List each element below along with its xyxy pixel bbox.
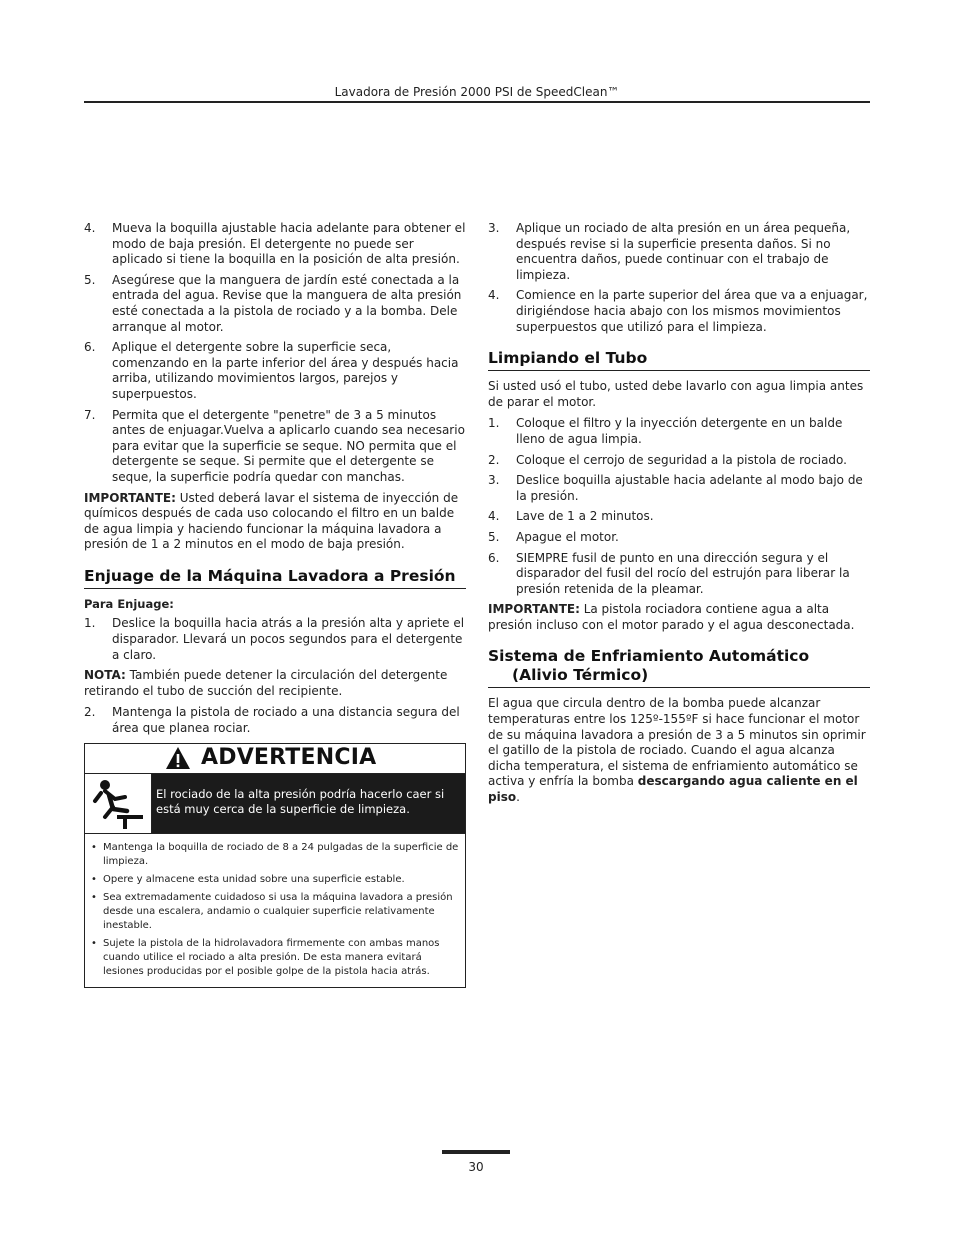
page-number: 30 (468, 1160, 484, 1174)
important-note (84, 491, 466, 553)
important-note (488, 602, 870, 633)
bullet-text: Sujete la pistola de la hidrolavadora firmemente con ambas manos cuando utilice el rociado a alta presión. De esta manera evitará lesiones producidas por el posible golpe de la pistola hacia atrás. (103, 937, 440, 977)
header-rule (84, 101, 870, 103)
important-text: La pistola rociadora contiene agua a alta presión incluso con el motor parado y el agua desconectada. (488, 602, 855, 632)
list-item-number: 4. (488, 288, 500, 303)
list-item-number: 4. (84, 221, 96, 235)
list-item: • Sujete la pistola de la hidrolavadora firmemente con ambas manos cuando utilice el rociado a alta presión. De esta manera evitará lesiones producidas por el posible golpe de la pistola hacia atrás. (91, 937, 461, 979)
list-item (488, 509, 870, 525)
list-item: • Mantenga la boquilla de rociado de 8 a 24 pulgadas de la superficie de limpieza. (91, 841, 461, 869)
list-item (488, 551, 870, 598)
list-item-text: Comience en la parte superior del área que va a enjuagar, dirigiéndose hacia abajo con los mismos movimientos superpuestos que utilizó para el limpieza. (516, 288, 868, 334)
cooling-text: El agua que circula dentro de la bomba puede alcanzar temperaturas entre los 125º-155ºF si hace funcionar el motor de su máquina lavadora a presión de 3 a 5 minutos sin oprimir el gatillo de la pistola de rociado. Cuando el agua alcanza dicha temperatura, el sistema de enfriamiento automático se activa y enfría la bomba (488, 696, 866, 789)
right-column (488, 221, 870, 812)
list-item-number: 2. (488, 452, 500, 467)
cooling-paragraph (488, 696, 870, 805)
list-item-text: Mantenga la pistola de rociado a una distancia segura del área que planea rociar. (112, 705, 460, 736)
important-label: IMPORTANTE: (488, 602, 580, 617)
page-header-title: Lavadora de Presión 2000 PSI de SpeedClean™ (334, 85, 620, 99)
left-column (84, 221, 466, 988)
list-item-number: 5. (488, 529, 500, 544)
list-item-text: Coloque el cerrojo de seguridad a la pistola de rociado. (516, 452, 847, 467)
warning-message: El rociado de la alta presión podría hacerlo caer si está muy cerca de la superficie de limpieza. (152, 774, 465, 833)
bullet-text: Mantenga la boquilla de rociado de 8 a 24 pulgadas de la superficie de limpieza. (103, 841, 459, 867)
note-text: También puede detener la circulación del detergente retirando el tubo de succión del recipiente. (84, 668, 448, 698)
list-item-text: Deslice boquilla ajustable hacia adelante al modo bajo de la presión. (516, 473, 863, 503)
bullet-text: Opere y almacene esta unidad sobre una superficie estable. (103, 873, 405, 885)
list-item (488, 288, 870, 335)
bullet-text: Sea extremadamente cuidadoso si usa la máquina lavadora a presión desde una escalera, andamio o cualquier superficie relativamente inestable. (103, 891, 453, 931)
list-item (84, 705, 466, 736)
list-item-number: 2. (84, 705, 96, 720)
warning-title: ADVERTENCIA (201, 745, 377, 771)
list-item-text: Lave de 1 a 2 minutos. (516, 509, 654, 524)
warning-bullet-list (85, 834, 465, 987)
list-item-number: 6. (488, 550, 500, 565)
footer-bar (442, 1150, 510, 1154)
warning-pictogram (85, 774, 152, 833)
list-item-number: 1. (488, 416, 500, 431)
list-item-number: 1. (84, 616, 96, 631)
list-item-number: 4. (488, 509, 500, 524)
list-item: • Sea extremadamente cuidadoso si usa la máquina lavadora a presión desde una escalera, andamio o cualquier superficie relativamente inestable. (91, 891, 461, 933)
cooling-heading-line2: (Alivio Térmico) (512, 666, 649, 685)
rinse-section-heading: Enjuage de la Máquina Lavadora a Presión (84, 567, 466, 589)
list-item-number: 6. (84, 340, 96, 355)
list-item-text: Aplique un rociado de alta presión en un área pequeña, después revise si la superficie presenta daños. Si no encuentra daños, puede continuar con el trabajo de limpieza. (516, 221, 851, 282)
list-item (84, 273, 466, 335)
warning-body (85, 774, 465, 834)
cooling-end: . (516, 790, 520, 805)
list-item (488, 473, 870, 504)
list-item-number: 7. (84, 407, 96, 422)
list-item (84, 221, 466, 268)
important-label: IMPORTANTE: (84, 490, 176, 505)
list-item-text: Aplique el detergente sobre la superficie seca, comenzando en la parte inferior del área y después hacia arriba, utilizando movimientos largos, parejos y superpuestos. (112, 340, 459, 401)
list-item (488, 416, 870, 447)
warning-header (85, 744, 465, 774)
cooling-heading-line1: Sistema de Enfriamiento Automático (488, 647, 810, 666)
cooling-section-heading (488, 647, 870, 688)
list-item-number: 5. (84, 272, 96, 287)
tube-intro: Si usted usó el tubo, usted debe lavarlo con agua limpia antes de parar el motor. (488, 379, 864, 409)
list-item: • Opere y almacene esta unidad sobre una superficie estable. (91, 873, 405, 885)
list-item-text: Apague el motor. (516, 529, 619, 544)
warning-box (84, 743, 466, 988)
list-item (488, 221, 870, 283)
cooling-bold-text: descargando agua caliente en el piso (488, 774, 858, 805)
list-item-text: Deslice la boquilla hacia atrás a la presión alta y apriete el disparador. Llevará un pocos segundos para el detergente a claro. (112, 616, 465, 662)
list-item-number: 3. (488, 473, 500, 488)
list-item-text: Mueva la boquilla ajustable hacia adelante para obtener el modo de baja presión. El detergente no puede ser aplicado si tiene la boquilla en la posición de alta presión. (112, 221, 466, 267)
list-item-text: Asegúrese que la manguera de jardín esté conectada a la entrada del agua. Revise que la manguera de alta presión esté conectada a la pistola de rociado y a la bomba. Dele arranque al motor. (112, 272, 462, 334)
note (84, 668, 466, 699)
list-item (84, 340, 466, 402)
list-item (488, 530, 870, 546)
list-item (84, 408, 466, 486)
warning-triangle-icon (165, 746, 191, 770)
tube-section-heading: Limpiando el Tubo (488, 349, 870, 371)
note-label: NOTA: (84, 668, 126, 683)
list-item (488, 453, 870, 469)
list-item-text: Coloque el filtro y la inyección detergente en un balde lleno de agua limpia. (516, 416, 843, 446)
list-item (84, 616, 466, 663)
important-text: Usted deberá lavar el sistema de inyección de químicos después de cada uso colocando el filtro en un balde de agua limpia y haciendo funcionar la máquina lavadora a presión de 1 a 2 minutos en el modo de baja presión. (84, 490, 459, 552)
slip-fall-hazard-icon (91, 777, 145, 829)
list-item-text: SIEMPRE fusil de punto en una dirección segura y el disparador del fusil del rocío del estrujón para liberar la presión retenida de la pleamar. (516, 550, 850, 596)
rinse-subhead: Para Enjuage: (84, 596, 174, 611)
list-item-text: Permita que el detergente "penetre" de 3 a 5 minutos antes de enjuagar.Vuelva a aplicarlo cuando sea necesario para evitar que la superficie se seque. NO permita que el detergente se seque. Si permite que el detergente se seque, la superficie podría quedar con manchas. (112, 407, 465, 484)
list-item-number: 3. (488, 221, 500, 235)
